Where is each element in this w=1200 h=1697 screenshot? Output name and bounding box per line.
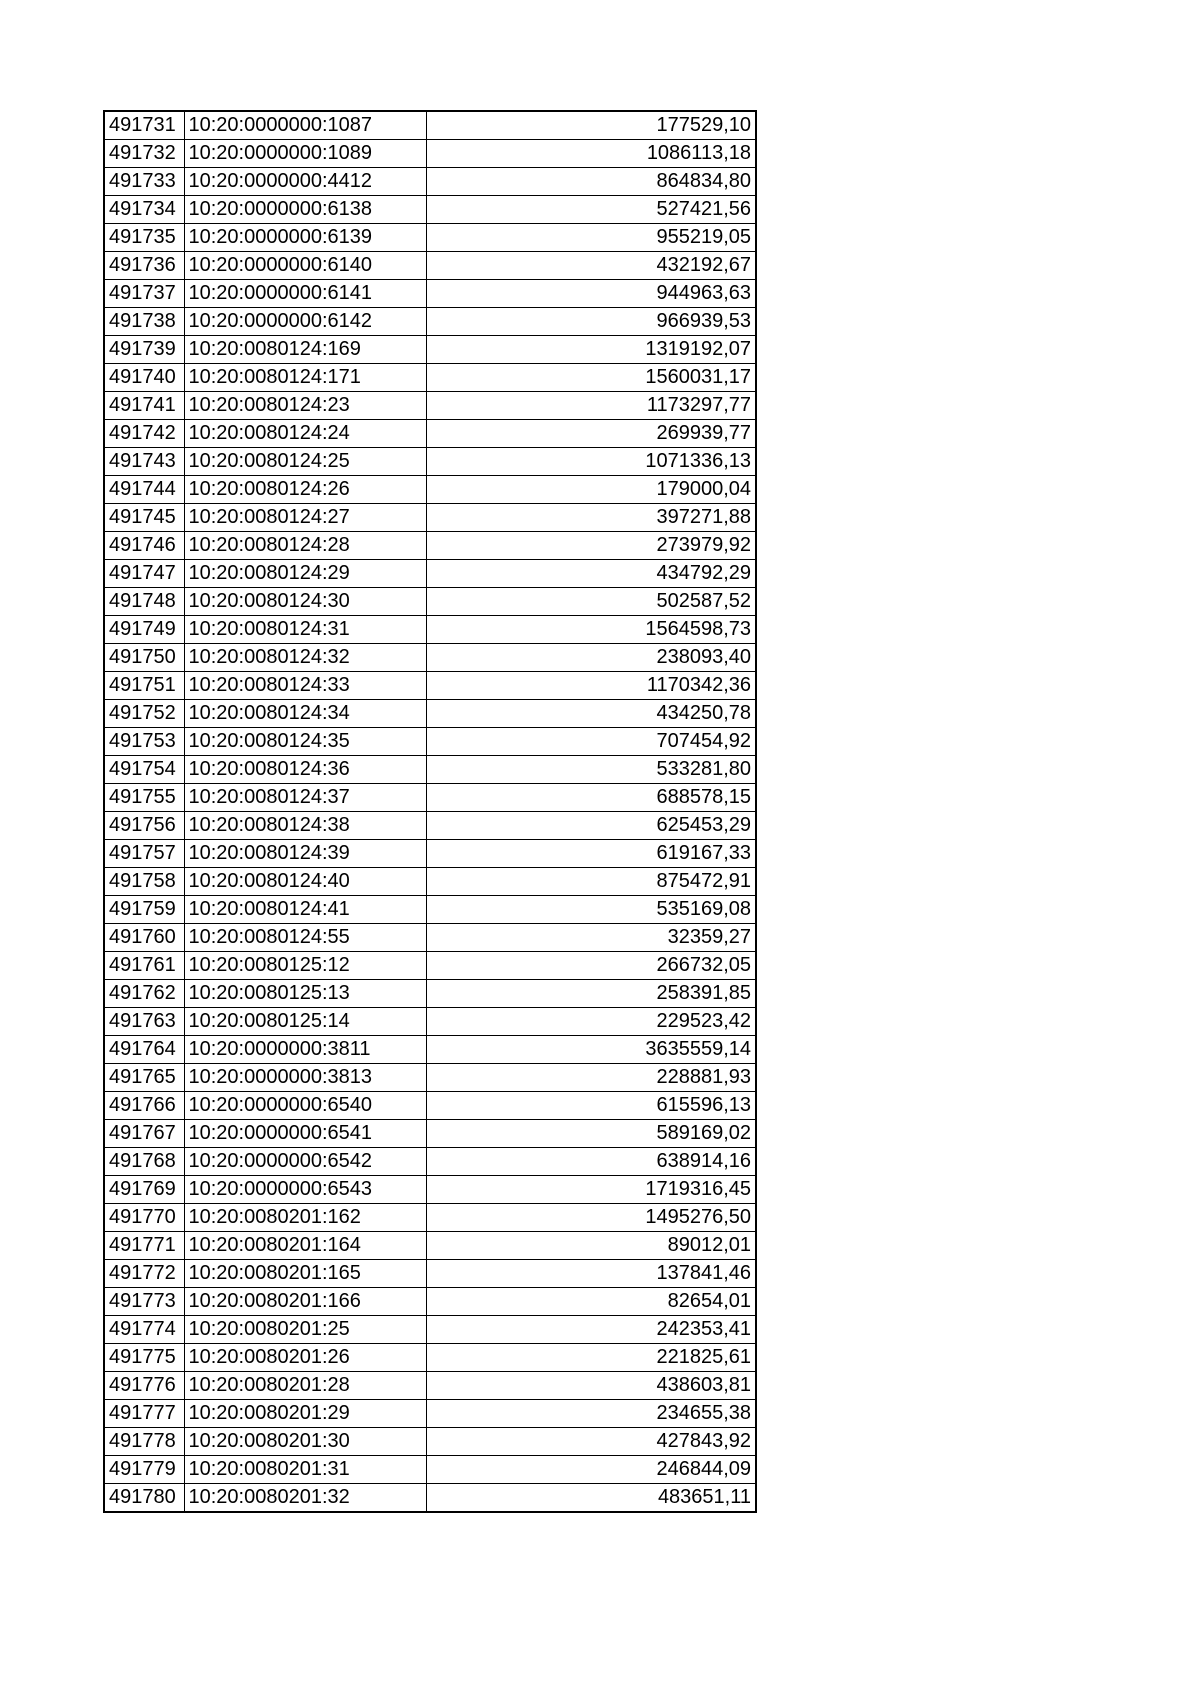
table-row <box>104 448 756 476</box>
table-row <box>104 952 756 980</box>
table-row <box>104 644 756 672</box>
table-row <box>104 1288 756 1316</box>
value-cell: 1086113,18 <box>426 140 756 168</box>
table-row <box>104 504 756 532</box>
table-row <box>104 1428 756 1456</box>
row-number-cell: 491751 <box>104 672 184 700</box>
cadastral-number-cell: 10:20:0080124:28 <box>184 532 426 560</box>
row-number-cell: 491764 <box>104 1036 184 1064</box>
value-cell: 1170342,36 <box>426 672 756 700</box>
value-cell: 1560031,17 <box>426 364 756 392</box>
table-row <box>104 140 756 168</box>
cadastral-number-cell: 10:20:0080124:38 <box>184 812 426 840</box>
row-number-cell: 491740 <box>104 364 184 392</box>
table-row <box>104 728 756 756</box>
value-cell: 246844,09 <box>426 1456 756 1484</box>
table-row <box>104 280 756 308</box>
value-cell: 1319192,07 <box>426 336 756 364</box>
cadastral-number-cell: 10:20:0000000:6142 <box>184 308 426 336</box>
table-row <box>104 672 756 700</box>
cadastral-number-cell: 10:20:0000000:4412 <box>184 168 426 196</box>
row-number-cell: 491747 <box>104 560 184 588</box>
row-number-cell: 491746 <box>104 532 184 560</box>
value-cell: 434792,29 <box>426 560 756 588</box>
cadastral-number-cell: 10:20:0000000:6540 <box>184 1092 426 1120</box>
table-row <box>104 616 756 644</box>
table-row <box>104 1204 756 1232</box>
cadastral-number-cell: 10:20:0080201:26 <box>184 1344 426 1372</box>
value-cell: 483651,11 <box>426 1484 756 1513</box>
cadastral-number-cell: 10:20:0080124:39 <box>184 840 426 868</box>
cadastral-number-cell: 10:20:0080201:30 <box>184 1428 426 1456</box>
value-cell: 615596,13 <box>426 1092 756 1120</box>
row-number-cell: 491757 <box>104 840 184 868</box>
row-number-cell: 491744 <box>104 476 184 504</box>
cadastral-number-cell: 10:20:0080201:25 <box>184 1316 426 1344</box>
value-cell: 638914,16 <box>426 1148 756 1176</box>
table-row <box>104 1148 756 1176</box>
table-row <box>104 308 756 336</box>
value-cell: 427843,92 <box>426 1428 756 1456</box>
table-row <box>104 840 756 868</box>
value-cell: 221825,61 <box>426 1344 756 1372</box>
value-cell: 258391,85 <box>426 980 756 1008</box>
value-cell: 179000,04 <box>426 476 756 504</box>
row-number-cell: 491754 <box>104 756 184 784</box>
cadastral-number-cell: 10:20:0000000:6543 <box>184 1176 426 1204</box>
table-row <box>104 1344 756 1372</box>
value-cell: 527421,56 <box>426 196 756 224</box>
row-number-cell: 491739 <box>104 336 184 364</box>
row-number-cell: 491774 <box>104 1316 184 1344</box>
table-row <box>104 1484 756 1513</box>
row-number-cell: 491753 <box>104 728 184 756</box>
table-row <box>104 560 756 588</box>
table-row <box>104 924 756 952</box>
cadastral-number-cell: 10:20:0000000:6542 <box>184 1148 426 1176</box>
row-number-cell: 491763 <box>104 1008 184 1036</box>
row-number-cell: 491749 <box>104 616 184 644</box>
table-row <box>104 1120 756 1148</box>
table-row <box>104 1260 756 1288</box>
cadastral-number-cell: 10:20:0000000:6541 <box>184 1120 426 1148</box>
row-number-cell: 491760 <box>104 924 184 952</box>
row-number-cell: 491780 <box>104 1484 184 1513</box>
value-cell: 589169,02 <box>426 1120 756 1148</box>
row-number-cell: 491771 <box>104 1232 184 1260</box>
value-cell: 438603,81 <box>426 1372 756 1400</box>
row-number-cell: 491736 <box>104 252 184 280</box>
table-row <box>104 420 756 448</box>
cadastral-number-cell: 10:20:0080124:29 <box>184 560 426 588</box>
cadastral-number-cell: 10:20:0080124:37 <box>184 784 426 812</box>
cadastral-number-cell: 10:20:0000000:6138 <box>184 196 426 224</box>
value-cell: 1173297,77 <box>426 392 756 420</box>
cadastral-number-cell: 10:20:0000000:6140 <box>184 252 426 280</box>
row-number-cell: 491766 <box>104 1092 184 1120</box>
value-cell: 177529,10 <box>426 111 756 140</box>
cadastral-number-cell: 10:20:0080124:33 <box>184 672 426 700</box>
cadastral-number-cell: 10:20:0080124:41 <box>184 896 426 924</box>
value-cell: 234655,38 <box>426 1400 756 1428</box>
cadastral-number-cell: 10:20:0080201:29 <box>184 1400 426 1428</box>
row-number-cell: 491773 <box>104 1288 184 1316</box>
value-cell: 955219,05 <box>426 224 756 252</box>
table-row <box>104 812 756 840</box>
value-cell: 619167,33 <box>426 840 756 868</box>
table-row <box>104 111 756 140</box>
cadastral-number-cell: 10:20:0080124:32 <box>184 644 426 672</box>
row-number-cell: 491737 <box>104 280 184 308</box>
cadastral-value-table <box>103 110 757 1513</box>
cadastral-number-cell: 10:20:0080124:36 <box>184 756 426 784</box>
row-number-cell: 491772 <box>104 1260 184 1288</box>
value-cell: 242353,41 <box>426 1316 756 1344</box>
value-cell: 625453,29 <box>426 812 756 840</box>
table-row <box>104 756 756 784</box>
row-number-cell: 491743 <box>104 448 184 476</box>
row-number-cell: 491741 <box>104 392 184 420</box>
value-cell: 238093,40 <box>426 644 756 672</box>
table-row <box>104 392 756 420</box>
cadastral-number-cell: 10:20:0080124:40 <box>184 868 426 896</box>
row-number-cell: 491756 <box>104 812 184 840</box>
row-number-cell: 491776 <box>104 1372 184 1400</box>
value-cell: 3635559,14 <box>426 1036 756 1064</box>
row-number-cell: 491777 <box>104 1400 184 1428</box>
value-cell: 1495276,50 <box>426 1204 756 1232</box>
row-number-cell: 491745 <box>104 504 184 532</box>
value-cell: 688578,15 <box>426 784 756 812</box>
cadastral-number-cell: 10:20:0000000:6139 <box>184 224 426 252</box>
table-row <box>104 224 756 252</box>
value-cell: 397271,88 <box>426 504 756 532</box>
table-row <box>104 868 756 896</box>
cadastral-number-cell: 10:20:0080124:34 <box>184 700 426 728</box>
cadastral-number-cell: 10:20:0080124:24 <box>184 420 426 448</box>
cadastral-number-cell: 10:20:0080124:23 <box>184 392 426 420</box>
table-row <box>104 168 756 196</box>
cadastral-number-cell: 10:20:0000000:1089 <box>184 140 426 168</box>
value-cell: 875472,91 <box>426 868 756 896</box>
table-row <box>104 476 756 504</box>
value-cell: 32359,27 <box>426 924 756 952</box>
cadastral-number-cell: 10:20:0080201:28 <box>184 1372 426 1400</box>
table-row <box>104 1372 756 1400</box>
row-number-cell: 491752 <box>104 700 184 728</box>
row-number-cell: 491761 <box>104 952 184 980</box>
cadastral-number-cell: 10:20:0080201:166 <box>184 1288 426 1316</box>
table-row <box>104 532 756 560</box>
table-row <box>104 336 756 364</box>
value-cell: 1564598,73 <box>426 616 756 644</box>
value-cell: 273979,92 <box>426 532 756 560</box>
value-cell: 269939,77 <box>426 420 756 448</box>
row-number-cell: 491750 <box>104 644 184 672</box>
row-number-cell: 491733 <box>104 168 184 196</box>
cadastral-number-cell: 10:20:0080124:27 <box>184 504 426 532</box>
row-number-cell: 491742 <box>104 420 184 448</box>
cadastral-number-cell: 10:20:0080124:30 <box>184 588 426 616</box>
row-number-cell: 491769 <box>104 1176 184 1204</box>
row-number-cell: 491779 <box>104 1456 184 1484</box>
row-number-cell: 491731 <box>104 111 184 140</box>
table-row <box>104 588 756 616</box>
value-cell: 434250,78 <box>426 700 756 728</box>
row-number-cell: 491755 <box>104 784 184 812</box>
value-cell: 82654,01 <box>426 1288 756 1316</box>
value-cell: 1071336,13 <box>426 448 756 476</box>
table-row <box>104 1008 756 1036</box>
cadastral-number-cell: 10:20:0000000:1087 <box>184 111 426 140</box>
value-cell: 533281,80 <box>426 756 756 784</box>
table-row <box>104 1036 756 1064</box>
value-cell: 535169,08 <box>426 896 756 924</box>
cadastral-number-cell: 10:20:0080124:171 <box>184 364 426 392</box>
table-body <box>104 111 756 1512</box>
cadastral-number-cell: 10:20:0080201:31 <box>184 1456 426 1484</box>
cadastral-number-cell: 10:20:0080201:165 <box>184 1260 426 1288</box>
cadastral-number-cell: 10:20:0080124:35 <box>184 728 426 756</box>
cadastral-number-cell: 10:20:0000000:3811 <box>184 1036 426 1064</box>
value-cell: 137841,46 <box>426 1260 756 1288</box>
row-number-cell: 491765 <box>104 1064 184 1092</box>
value-cell: 502587,52 <box>426 588 756 616</box>
row-number-cell: 491748 <box>104 588 184 616</box>
row-number-cell: 491762 <box>104 980 184 1008</box>
row-number-cell: 491732 <box>104 140 184 168</box>
table-row <box>104 980 756 1008</box>
table-row <box>104 784 756 812</box>
table-row <box>104 1400 756 1428</box>
row-number-cell: 491758 <box>104 868 184 896</box>
cadastral-number-cell: 10:20:0080125:12 <box>184 952 426 980</box>
cadastral-number-cell: 10:20:0080125:14 <box>184 1008 426 1036</box>
cadastral-number-cell: 10:20:0080124:169 <box>184 336 426 364</box>
table-row <box>104 896 756 924</box>
table-row <box>104 364 756 392</box>
row-number-cell: 491759 <box>104 896 184 924</box>
table-row <box>104 1092 756 1120</box>
row-number-cell: 491775 <box>104 1344 184 1372</box>
value-cell: 228881,93 <box>426 1064 756 1092</box>
value-cell: 432192,67 <box>426 252 756 280</box>
table-row <box>104 1232 756 1260</box>
cadastral-number-cell: 10:20:0080124:31 <box>184 616 426 644</box>
table-row <box>104 1176 756 1204</box>
value-cell: 944963,63 <box>426 280 756 308</box>
value-cell: 966939,53 <box>426 308 756 336</box>
row-number-cell: 491778 <box>104 1428 184 1456</box>
table-row <box>104 252 756 280</box>
table-row <box>104 700 756 728</box>
value-cell: 864834,80 <box>426 168 756 196</box>
value-cell: 266732,05 <box>426 952 756 980</box>
cadastral-number-cell: 10:20:0000000:3813 <box>184 1064 426 1092</box>
row-number-cell: 491735 <box>104 224 184 252</box>
cadastral-number-cell: 10:20:0080201:164 <box>184 1232 426 1260</box>
row-number-cell: 491734 <box>104 196 184 224</box>
row-number-cell: 491768 <box>104 1148 184 1176</box>
value-cell: 229523,42 <box>426 1008 756 1036</box>
value-cell: 707454,92 <box>426 728 756 756</box>
row-number-cell: 491770 <box>104 1204 184 1232</box>
table-row <box>104 196 756 224</box>
table-row <box>104 1316 756 1344</box>
value-cell: 89012,01 <box>426 1232 756 1260</box>
table-row <box>104 1064 756 1092</box>
row-number-cell: 491767 <box>104 1120 184 1148</box>
cadastral-number-cell: 10:20:0080201:162 <box>184 1204 426 1232</box>
cadastral-number-cell: 10:20:0080125:13 <box>184 980 426 1008</box>
row-number-cell: 491738 <box>104 308 184 336</box>
table-row <box>104 1456 756 1484</box>
cadastral-number-cell: 10:20:0080124:25 <box>184 448 426 476</box>
cadastral-number-cell: 10:20:0000000:6141 <box>184 280 426 308</box>
cadastral-number-cell: 10:20:0080124:55 <box>184 924 426 952</box>
value-cell: 1719316,45 <box>426 1176 756 1204</box>
cadastral-number-cell: 10:20:0080201:32 <box>184 1484 426 1513</box>
cadastral-number-cell: 10:20:0080124:26 <box>184 476 426 504</box>
